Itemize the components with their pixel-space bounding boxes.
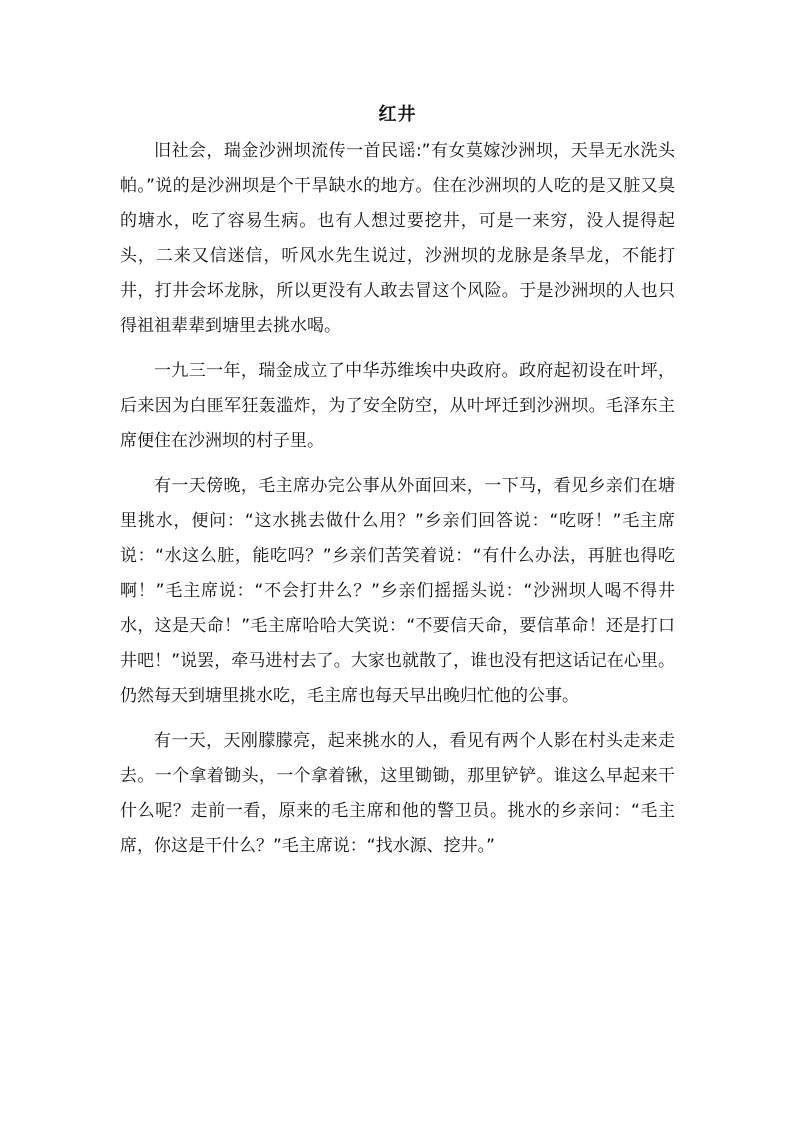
document-title: 红井 [378, 104, 417, 125]
paragraph-2: 一九三一年，瑞金成立了中华苏维埃中央政府。政府起初设在叶坪，后来因为白匪军狂轰滥炸，为了安全防空，从叶坪迁到沙洲坝。毛泽东主席便住在沙洲坝的村子里。 [120, 361, 675, 451]
paragraph-1: 旧社会，瑞金沙洲坝流传一首民谣:”有女莫嫁沙洲坝，天旱无水洗头帕。”说的是沙洲坝是个干旱缺水的地方。住在沙洲坝的人吃的是又脏又臭的塘水，吃了容易生病。也有人想过要挖井，可是一来穷，没人提得起头，二来又信迷信，听风水先生说过，沙洲坝的龙脉是条旱龙，不能打井，打井会坏龙脉，所以更没有人敢去冒这个风险。于是沙洲坝的人也只得祖祖辈辈到塘里去挑水喝。 [120, 141, 675, 336]
document-body [120, 100, 675, 874]
paragraph-4: 有一天，天刚朦朦亮，起来挑水的人，看见有两个人影在村头走来走去。一个拿着锄头，一个拿着锹，这里锄锄，那里铲铲。谁这么早起来干什么呢？走前一看，原来的毛主席和他的警卫员。挑水的乡亲问：“毛主席，你这是干什么？”毛主席说：“找水源、挖井。” [120, 731, 675, 856]
paragraph-3: 有一天傍晚，毛主席办完公事从外面回来，一下马，看见乡亲们在塘里挑水，便问：“这水挑去做什么用？”乡亲们回答说：“吃呀！”毛主席说：“水这么脏，能吃吗？”乡亲们苦笑着说：“有什么办法，再脏也得吃啊！”毛主席说：“不会打井么？”乡亲们摇摇头说：“沙洲坝人喝不得井水，这是天命！”毛主席哈哈大笑说：“不要信天命，要信革命！还是打口井吧！”说罢，牵马进村去了。大家也就散了，谁也没有把这话记在心里。仍然每天到塘里挑水吃，毛主席也每天早出晚归忙他的公事。 [120, 476, 675, 706]
